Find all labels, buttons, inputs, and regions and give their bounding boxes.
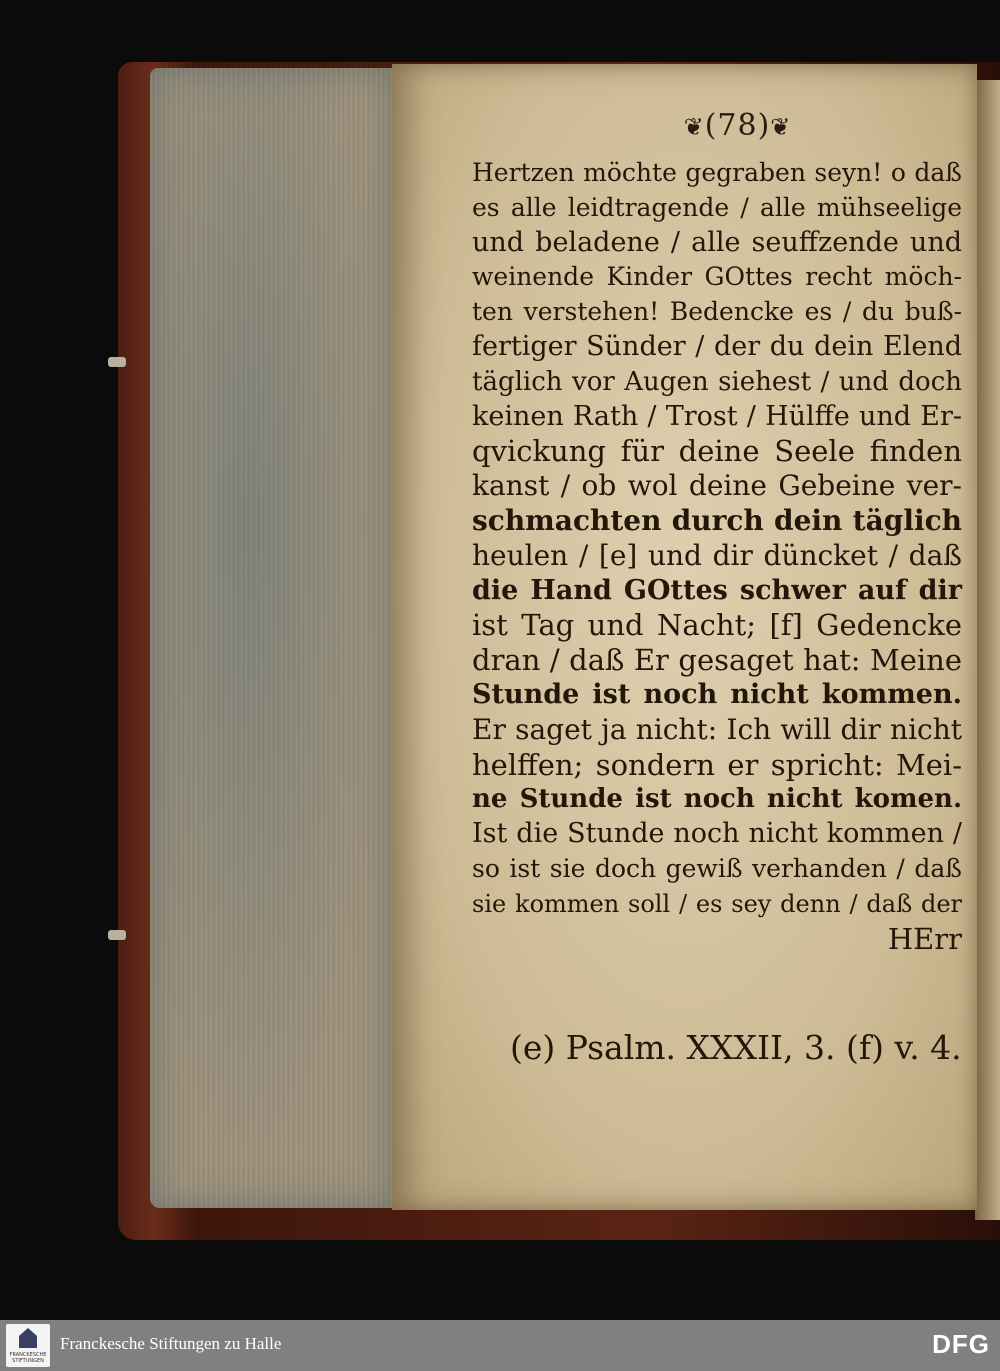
text-line: Ist die Stunde noch nicht kommen / <box>472 818 962 850</box>
page-block-edge <box>150 68 395 1208</box>
text-line: schmachten durch dein täglich <box>472 503 962 537</box>
dfg-logo[interactable]: DFG <box>932 1329 990 1359</box>
text-line: dran / daß Er gesaget hat: Meine <box>472 643 962 678</box>
ornament-left-icon: ❦ <box>683 113 705 141</box>
text-line: sie kommen soll / es sey denn / daß der <box>472 889 962 918</box>
text-line: Hertzen möchte gegraben seyn! o daß <box>472 158 962 187</box>
text-line: weinende Kinder GOttes recht möch- <box>472 262 962 292</box>
logo-text: FRANCKESCHE STIFTUNGEN <box>9 1352 47 1364</box>
clasp-pin-icon <box>108 930 126 940</box>
text-line: ist Tag und Nacht; [f] Gedencke <box>472 608 962 643</box>
institution-logo[interactable] <box>6 1324 50 1367</box>
text-line: die Hand GOttes schwer auf dir <box>472 574 962 606</box>
page-number-header <box>650 108 825 143</box>
text-line: heulen / [e] und dir düncket / daß <box>472 538 962 572</box>
ornament-right-icon: ❦ <box>770 113 792 141</box>
building-icon <box>19 1328 37 1348</box>
text-line: täglich vor Augen siehest / und doch <box>472 366 962 397</box>
text-line: Er saget ja nicht: Ich will dir nicht <box>472 712 962 746</box>
text-line: kanst / ob wol deine Gebeine ver- <box>472 469 962 503</box>
text-line: keinen Rath / Trost / Hülffe und Er- <box>472 400 962 432</box>
text-line: so ist sie doch gewiß verhanden / daß <box>472 853 962 883</box>
text-line: es alle leidtragende / alle mühseelige <box>472 192 962 222</box>
page-body-text <box>472 156 962 956</box>
catchword: HErr <box>887 921 962 956</box>
viewer-footer <box>0 1320 1000 1371</box>
adjacent-page-edge <box>975 80 1000 1220</box>
text-line: ten verstehen! Bedencke es / du buß- <box>472 297 962 327</box>
page-number: (78) <box>704 108 771 143</box>
institution-name: Franckesche Stiftungen zu Halle <box>60 1334 282 1353</box>
clasp-pin-icon <box>108 357 126 367</box>
text-line: fertiger Sünder / der du dein Elend <box>472 330 962 362</box>
text-line: Stunde ist noch nicht kommen. <box>472 678 962 710</box>
text-line: ne Stunde ist noch nicht komen. <box>472 784 962 815</box>
footnote: (e) Psalm. XXXII, 3. (f) v. 4. <box>510 1028 962 1067</box>
text-line: helffen; sondern er spricht: Mei- <box>472 747 962 782</box>
text-line: und beladene / alle seuffzende und <box>472 226 962 258</box>
text-line: qvickung für deine Seele finden <box>472 434 962 469</box>
